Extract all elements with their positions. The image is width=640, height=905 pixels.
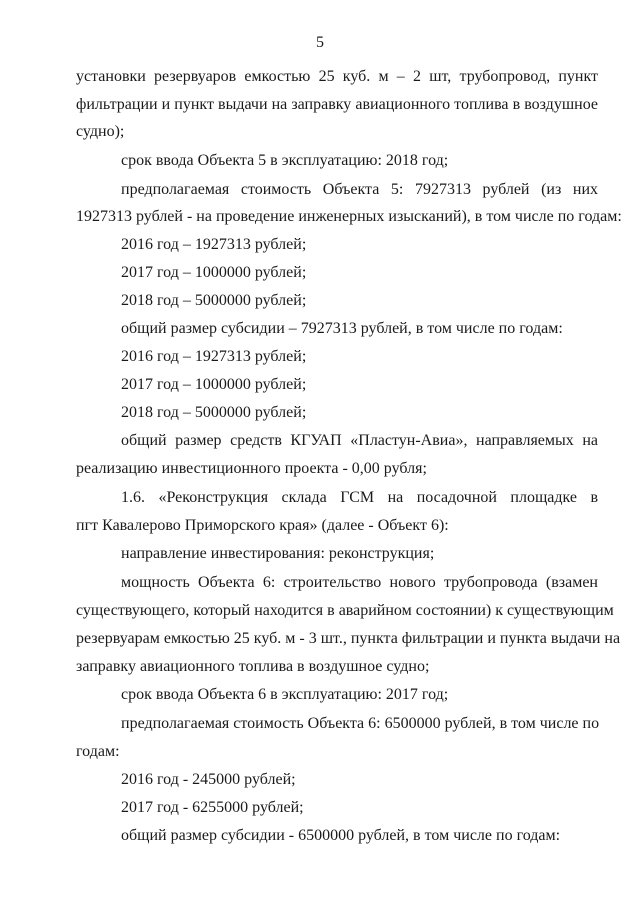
text-line: срок ввода Объекта 5 в эксплуатацию: 2018 год; (121, 152, 449, 169)
text-line: пгт Кавалерово Приморского края» (далее - Объект 6): (76, 517, 449, 534)
text-line: 2016 год - 245000 рублей; (121, 771, 296, 788)
text-line: реализацию инвестиционного проекта - 0,00 рубля; (76, 460, 427, 477)
text-line: 2016 год – 1927313 рублей; (121, 236, 307, 253)
text-line: 2018 год – 5000000 рублей; (121, 292, 307, 309)
text-line: 2018 год – 5000000 рублей; (121, 404, 307, 421)
text-line: существующего, который находится в аварийном состоянии) к существующим (76, 602, 614, 619)
text-line: 2016 год – 1927313 рублей; (121, 348, 307, 365)
text-line: 2017 год - 6255000 рублей; (121, 799, 304, 816)
text-line: предполагаемая стоимость Объекта 6: 6500000 рублей, в том числе по (121, 715, 600, 732)
text-line: установки резервуаров емкостью 25 куб. м – 2 шт, трубопровод, пункт (76, 68, 598, 85)
text-line: 2017 год – 1000000 рублей; (121, 264, 307, 281)
page-number: 5 (316, 34, 324, 51)
text-line: мощность Объекта 6: строительство нового трубопровода (взамен (121, 574, 598, 591)
text-line: предполагаемая стоимость Объекта 5: 7927313 рублей (из них (121, 181, 598, 198)
text-line: годам: (76, 743, 120, 760)
text-line: заправку авиационного топлива в воздушное судно; (76, 658, 430, 675)
text-line: судно); (76, 123, 125, 140)
text-line: общий размер средств КГУАП «Пластун-Авиа», направляемых на (121, 432, 598, 449)
text-line: общий размер субсидии - 6500000 рублей, в том числе по годам: (121, 827, 561, 844)
text-line: 2017 год – 1000000 рублей; (121, 376, 307, 393)
text-line: фильтрации и пункт выдачи на заправку авиационного топлива в воздушное (76, 96, 598, 113)
text-line: 1.6. «Реконструкция склада ГСМ на посадочной площадке в (121, 489, 598, 506)
text-line: направление инвестирования: реконструкция; (121, 545, 435, 562)
text-line: резервуарам емкостью 25 куб. м - 3 шт., пункта фильтрации и пункта выдачи на (76, 630, 621, 647)
text-line: 1927313 рублей - на проведение инженерных изысканий), в том числе по годам: (76, 208, 622, 225)
text-line: общий размер субсидии – 7927313 рублей, в том числе по годам: (121, 320, 563, 337)
text-line: срок ввода Объекта 6 в эксплуатацию: 2017 год; (121, 686, 449, 703)
